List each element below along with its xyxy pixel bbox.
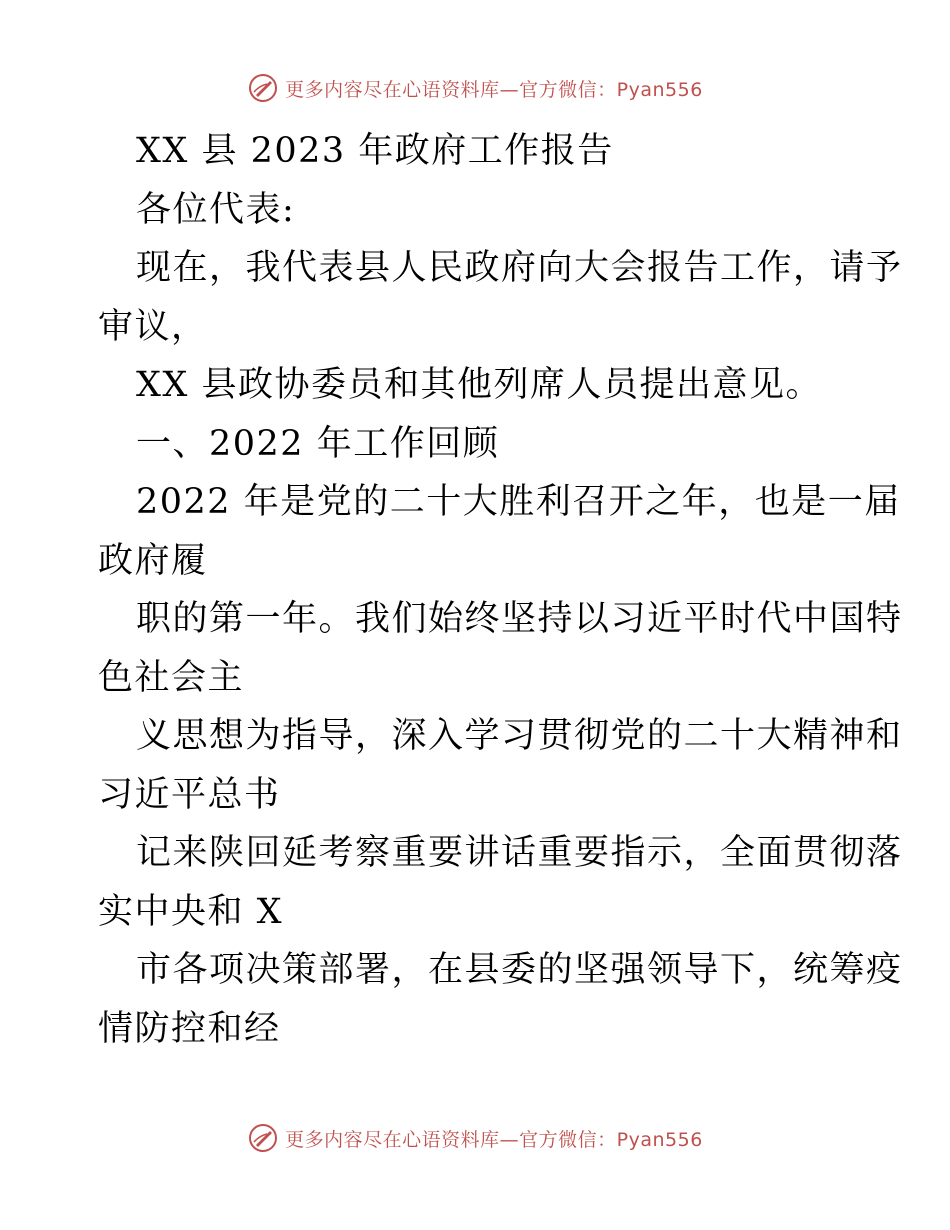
text-line: 职的第一年。我们始终坚持以习近平时代中国特 <box>136 599 903 639</box>
text-line: 色社会主 <box>98 657 245 698</box>
text-line: XX 县政协委员和其他列席人员提出意见。 <box>136 365 822 405</box>
footer-watermark <box>0 1122 950 1154</box>
text-line: 政府履 <box>98 540 208 581</box>
text-line: 记来陕回延考察重要讲话重要指示，全面贯彻落 <box>136 833 903 873</box>
header-watermark <box>0 72 950 104</box>
text-line: 审议， <box>98 306 208 347</box>
watermark-text: 更多内容尽在心语资料库—官方微信：Pyan556 <box>285 1128 703 1151</box>
text-line: 一、2022 年工作回顾 <box>136 423 500 464</box>
document-title: XX 县 2023 年政府工作报告 <box>136 131 614 171</box>
watermark-text: 更多内容尽在心语资料库—官方微信：Pyan556 <box>285 78 703 101</box>
text-line: 义思想为指导，深入学习贯彻党的二十大精神和 <box>136 716 903 756</box>
text-line: 市各项决策部署，在县委的坚强领导下，统筹疫 <box>136 950 903 990</box>
document-body <box>98 122 903 1058</box>
text-line: 习近平总书 <box>98 774 281 815</box>
text-line: 实中央和 X <box>98 891 284 932</box>
text-line: 情防控和经 <box>98 1008 281 1049</box>
quill-seal-icon <box>247 1122 279 1154</box>
text-line: 2022 年是党的二十大胜利召开之年，也是一届 <box>136 482 901 522</box>
text-line: 现在，我代表县人民政府向大会报告工作，请予 <box>136 248 903 288</box>
text-line: 各位代表: <box>136 189 296 230</box>
quill-seal-icon <box>247 72 279 104</box>
